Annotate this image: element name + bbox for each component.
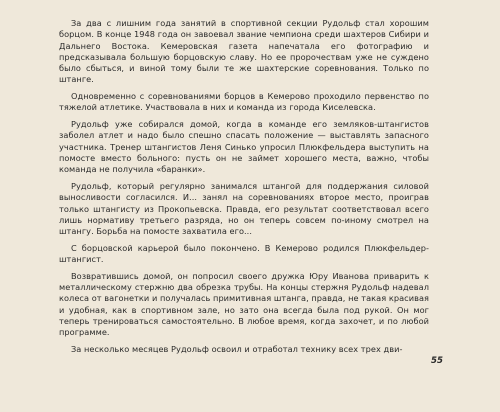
paragraph-2: Одновременно с соревнованиями борцов в Кемерово проходило первенство по тяжелой атлетике. Участвовала в них и команда из города Киселевска.: [59, 91, 429, 113]
page-number: 55: [431, 356, 443, 366]
paragraph-6: Возвратившись домой, он попросил своего дружка Юру Иванова приварить к металлическому стержню два обрезка трубы. На концы стержня Рудольф надевал колеса от вагонетки и получалась примитивная штанга, правда, не такая красивая и удобная, как в спортивном зале, но зато она всегда была под рукой. Он мог теперь тренироваться самостоятельно. В любое время, когда захочет, и по любой программе.: [59, 270, 429, 338]
paragraph-7: За несколько месяцев Рудольф освоил и отработал технику всех трех дви-: [71, 344, 403, 355]
paragraph-1: За два с лишним года занятий в спортивной секции Рудольф стал хорошим борцом. В конце 1948 года он завоевал звание чемпиона среди шахтеров Сибири и Дальнего Востока. Кемеровская газета напечатала его фотографию и предсказывала большую борцовскую славу. Но ее пророчествам уже не суждено было сбыться, и виной тому были те же шахтерские соревнования. Только по штанге.: [59, 18, 429, 85]
paragraph-5: С борцовской карьерой было покончено. В Кемерово родился Плюкфельдер-штангист.: [59, 242, 429, 265]
paragraph-4: Рудольф, который регулярно занимался штангой для поддержания силовой выносливости согласился. И... занял на соревнованиях второе место, проиграв только штангисту из Прокопьевска. Правда, его результат соответствовал всего лишь нормативу третьего разряда, но он теперь совсем по-иному смотрел на штангу. Борьба на помосте захватила его...: [59, 181, 429, 237]
paragraph-3: Рудольф уже собирался домой, когда в команде его земляков-штангистов заболел атлет и надо было спешно спасать положение — выставлять запасного участника. Тренер штангистов Леня Синько упросил Плюкфельдера выступить на помосте вместо больного: пусть он не займет хорошего места, важно, чтобы команда не получила «баранки».: [59, 119, 429, 175]
body-text: [59, 18, 429, 355]
